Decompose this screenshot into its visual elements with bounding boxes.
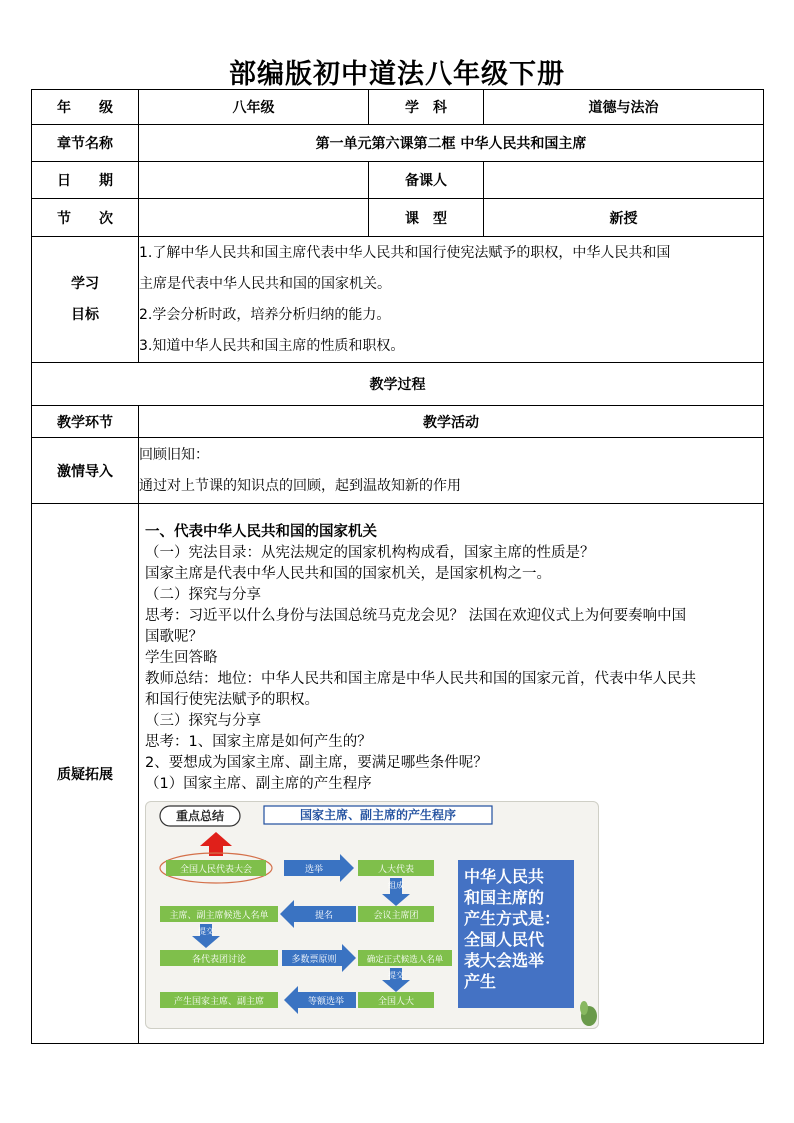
expand-row (32, 504, 764, 1044)
elect-arrow-text: 选举 (304, 865, 324, 875)
expand-line: 国家主席是代表中华人民共和国的国家机关，是国家机构之一。 (145, 566, 551, 582)
summary-line: 表大会选举 (464, 951, 545, 970)
summary-line: 产生 (464, 972, 497, 991)
plenary-box-text: 全国人大 (377, 997, 415, 1007)
plant-decoration-icon (580, 1001, 597, 1026)
intro-content (139, 438, 764, 504)
discussion-box-text: 各代表团讨论 (191, 955, 247, 965)
majority-arrow-text: 多数票原则 (291, 955, 337, 965)
preparer-label: 备课人 (369, 162, 484, 199)
summary-line: 全国人民代 (464, 930, 545, 949)
type-label: 课 型 (369, 199, 484, 237)
expand-line: 国歌呢？ (145, 629, 203, 645)
activity-header: 教学活动 (139, 406, 764, 438)
goal-line: 1.了解中华人民共和国主席代表中华人民共和国行使宪法赋予的职权，中华人民共和国 (139, 244, 671, 261)
preparer-value (484, 162, 764, 199)
submit-arrow-1-text: 提交 (198, 927, 214, 936)
expand-line: （二）探究与分享 (145, 587, 261, 603)
grade-value: 八年级 (139, 90, 369, 125)
period-value (139, 199, 369, 237)
formal-box-text: 确定正式候选人名单 (366, 955, 444, 965)
diagram-heading (264, 806, 492, 824)
subject-label: 学 科 (369, 90, 484, 125)
candidates-box-text: 主席、副主席候选人名单 (169, 911, 269, 921)
intro-line: 通过对上节课的知识点的回顾，起到温故知新的作用 (139, 477, 461, 494)
produce-box-text: 产生国家主席、副主席 (173, 997, 265, 1007)
document-title: 部编版初中道法八年级下册 (229, 59, 565, 90)
expand-line: （一）宪法目录：从宪法规定的国家机构构成看，国家主席的性质是？ (145, 545, 595, 561)
intro-row (32, 438, 764, 504)
summary-line: 产生方式是： (464, 909, 561, 928)
deputies-box-text: 人大代表 (377, 865, 415, 875)
section-heading: 一、代表中华人民共和国的国家机关 (145, 524, 377, 540)
grade-row (32, 90, 764, 125)
period-label: 节 次 (32, 199, 139, 237)
chapter-label: 章节名称 (32, 125, 139, 162)
goals-label-line-2: 目标 (71, 306, 99, 323)
step-header: 教学环节 (32, 406, 139, 438)
date-value (139, 162, 369, 199)
organize-arrow-text: 组成 (388, 881, 404, 890)
expand-line: 教师总结：地位：中华人民共和国主席是中华人民共和国的国家元首，代表中华人民共 (145, 671, 696, 687)
nominate-arrow-text: 提名 (314, 911, 334, 921)
chapter-value: 第一单元第六课第二框 中华人民共和国主席 (139, 125, 764, 162)
header-row (32, 406, 764, 438)
expand-line: （三）探究与分享 (145, 713, 261, 729)
type-value: 新授 (484, 199, 764, 237)
process-header: 教学过程 (32, 363, 764, 406)
period-row (32, 199, 764, 237)
npc-box-text: 全国人民代表大会 (179, 865, 253, 875)
expand-line: 和国行使宪法赋予的职权。 (145, 692, 319, 708)
expand-content (139, 504, 764, 1044)
presidium-box-text: 会议主席团 (373, 911, 419, 921)
process-row (32, 363, 764, 406)
summary-tag (160, 806, 240, 826)
grade-label: 年 级 (32, 90, 139, 125)
diagram-heading-text: 国家主席、副主席的产生程序 (299, 808, 457, 822)
summary-line: 中华人民共 (464, 867, 545, 886)
goal-line: 主席是代表中华人民共和国的国家机关。 (139, 275, 391, 292)
goals-row (32, 237, 764, 363)
subject-value: 道德与法治 (484, 90, 764, 125)
summary-tag-text: 重点总结 (175, 809, 225, 823)
intro-line: 回顾旧知： (139, 446, 209, 463)
goal-line: 3.知道中华人民共和国主席的性质和职权。 (139, 337, 405, 354)
goal-line: 2.学会分析时政，培养分析归纳的能力。 (139, 306, 391, 323)
goals-label (32, 237, 139, 363)
date-label: 日 期 (32, 162, 139, 199)
summary-line: 和国主席的 (464, 888, 545, 907)
expand-line: 思考：习近平以什么身份与法国总统马克龙会见？ 法国在欢迎仪式上为何要奏响中国 (145, 608, 687, 624)
chapter-row (32, 125, 764, 162)
expand-line: 2、要想成为国家主席、副主席，要满足哪些条件呢？ (145, 755, 488, 771)
equal-vote-arrow-text: 等额选举 (307, 997, 345, 1007)
election-procedure-diagram (145, 801, 599, 1029)
submit-arrow-2-text: 提交 (388, 971, 404, 980)
goals-label-line-1: 学习 (71, 275, 99, 292)
lesson-plan-table (31, 89, 764, 1044)
date-row (32, 162, 764, 199)
expand-label: 质疑拓展 (32, 504, 139, 1044)
goals-content (139, 237, 764, 363)
expand-line: 学生回答略 (145, 650, 218, 666)
intro-label: 激情导入 (32, 438, 139, 504)
expand-line: （1）国家主席、副主席的产生程序 (145, 776, 372, 792)
expand-line: 思考：1、国家主席是如何产生的？ (145, 734, 372, 750)
